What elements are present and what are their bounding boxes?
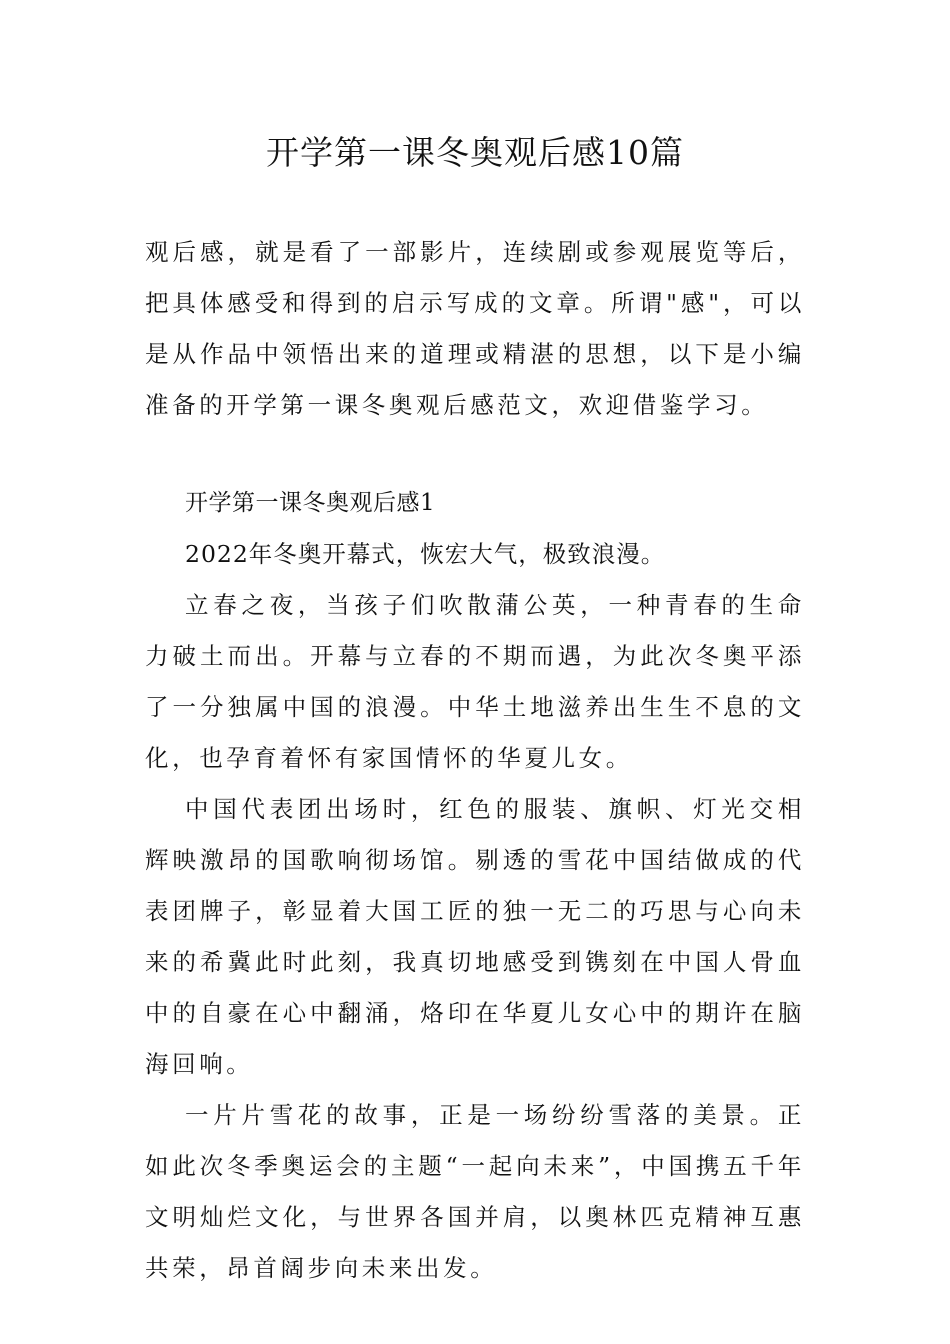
document-title: 开学第一课冬奥观后感10篇 [266,133,684,172]
intro-paragraph: 观后感，就是看了一部影片，连续剧或参观展览等后，把具体感受和得到的启示写成的文章。所谓"感"，可以是从作品中领悟出来的道理或精湛的思想，以下是小编准备的开学第一课冬奥观后感范文，欢迎借鉴学习。 [145,238,805,419]
section-heading: 开学第一课冬奥观后感1 [185,490,436,516]
body-paragraph: 2022年冬奥开幕式，恢宏大气，极致浪漫。 [185,540,666,568]
body-paragraph: 中国代表团出场时，红色的服装、旗帜、灯光交相辉映激昂的国歌响彻场馆。剔透的雪花中国结做成的代表团牌子，彰显着大国工匠的独一无二的巧思与心向未来的希冀此时此刻，我真切地感受到镌刻在中国人骨血中的自豪在心中翻涌，烙印在华夏儿女心中的期许在脑海回响。 [145,795,805,1078]
body-paragraph: 立春之夜，当孩子们吹散蒲公英，一种青春的生命力破土而出。开幕与立春的不期而遇，为此次冬奥平添了一分独属中国的浪漫。中华土地滋养出生生不息的文化，也孕育着怀有家国情怀的华夏儿女。 [145,591,805,772]
essay-section-1 [145,478,805,1294]
body-paragraph: 一片片雪花的故事，正是一场纷纷雪落的美景。正如此次冬季奥运会的主题“一起向未来”，中国携五千年文明灿烂文化，与世界各国并肩，以奥林匹克精神互惠共荣，昂首阔步向未来出发。 [145,1101,805,1282]
